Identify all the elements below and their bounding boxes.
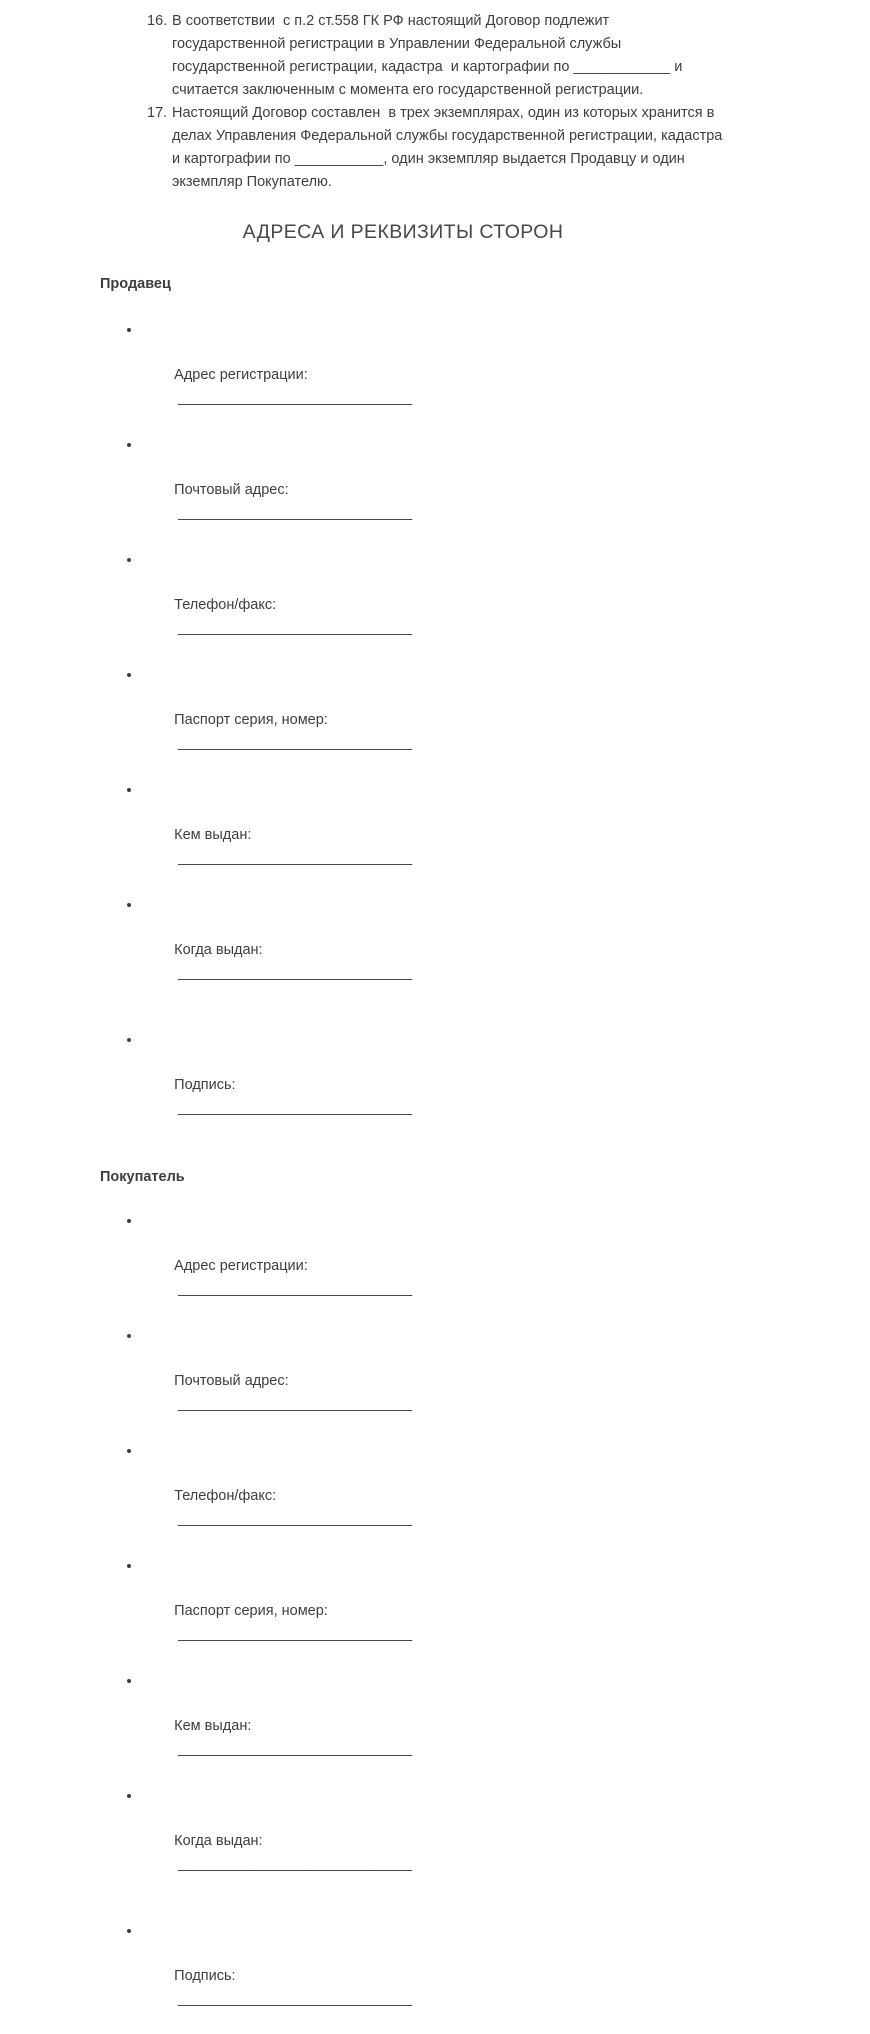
clause-number: 16.: [147, 13, 168, 29]
clause-number: 17.: [147, 105, 168, 121]
field-row-phone-fax: [0, 548, 870, 663]
blank-line: _____________________________: [178, 1626, 413, 1642]
field-label: Почтовый адрес:: [174, 1373, 289, 1389]
clause-line: государственной регистрации в Управлении Федеральной службы: [172, 36, 622, 52]
clause-17: [147, 102, 870, 194]
bullet-icon: [127, 1449, 131, 1453]
section-heading: АДРЕСА И РЕКВИЗИТЫ СТОРОН: [242, 221, 564, 243]
clause-text: [172, 102, 722, 194]
blank-line: _____________________________: [178, 1856, 413, 1872]
buyer-fields: [0, 1209, 870, 2034]
clause-line: считается заключенным с момента его государственной регистрации.: [172, 82, 644, 98]
bullet-icon: [127, 1038, 131, 1042]
bullet-icon: [127, 558, 131, 562]
field-row-signature: [0, 1919, 870, 2034]
blank-line: _____________________________: [178, 505, 413, 521]
field-row-passport: [0, 1554, 870, 1669]
bullet-icon: [127, 443, 131, 447]
bullet-icon: [127, 1564, 131, 1568]
field-row-postal-address: [0, 1324, 870, 1439]
field-label: Паспорт серия, номер:: [174, 712, 328, 728]
blank-line: _____________________________: [178, 620, 413, 636]
blank-line: _____________________________: [178, 390, 413, 406]
buyer-title: Покупатель: [100, 1169, 185, 1185]
clause-text: [172, 10, 682, 102]
field-label: Почтовый адрес:: [174, 482, 289, 498]
clause-line: Настоящий Договор составлен в трех экземплярах, один из которых хранится в: [172, 105, 715, 121]
blank-line: _____________________________: [178, 1741, 413, 1757]
field-row-phone-fax: [0, 1439, 870, 1554]
field-label: Подпись:: [174, 1077, 236, 1093]
blank-line: _____________________________: [178, 965, 413, 981]
field-row-signature: [0, 1028, 870, 1143]
clause-line: и картографии по ___________, один экземпляр выдается Продавцу и один: [172, 151, 685, 167]
blank-line: _____________________________: [178, 1511, 413, 1527]
field-label: Кем выдан:: [174, 1718, 252, 1734]
blank-line: _____________________________: [178, 1100, 413, 1116]
field-label: Когда выдан:: [174, 1833, 263, 1849]
blank-line: _____________________________: [178, 1396, 413, 1412]
bullet-icon: [127, 1929, 131, 1933]
bullet-icon: [127, 788, 131, 792]
bullet-icon: [127, 1794, 131, 1798]
field-row-issued-by: [0, 1669, 870, 1784]
bullet-icon: [127, 1219, 131, 1223]
seller-fields: [0, 318, 870, 1143]
field-row-issued-by: [0, 778, 870, 893]
clause-line: государственной регистрации, кадастра и картографии по ____________ и: [172, 59, 683, 75]
blank-line: _____________________________: [178, 1991, 413, 2007]
bullet-icon: [127, 328, 131, 332]
field-label: Паспорт серия, номер:: [174, 1603, 328, 1619]
field-label: Адрес регистрации:: [174, 367, 308, 383]
bullet-icon: [127, 1334, 131, 1338]
field-row-registration-address: [0, 1209, 870, 1324]
seller-title: Продавец: [100, 276, 171, 292]
bullet-icon: [127, 1679, 131, 1683]
bullet-icon: [127, 673, 131, 677]
blank-line: _____________________________: [178, 1281, 413, 1297]
field-row-postal-address: [0, 433, 870, 548]
field-label: Подпись:: [174, 1968, 236, 1984]
field-row-passport: [0, 663, 870, 778]
bullet-icon: [127, 903, 131, 907]
field-row-issued-when: [0, 893, 870, 1008]
field-label: Когда выдан:: [174, 942, 263, 958]
field-label: Телефон/факс:: [174, 597, 277, 613]
field-label: Телефон/факс:: [174, 1488, 277, 1504]
blank-line: _____________________________: [178, 735, 413, 751]
field-label: Адрес регистрации:: [174, 1258, 308, 1274]
clause-line: делах Управления Федеральной службы государственной регистрации, кадастра: [172, 128, 723, 144]
field-row-issued-when: [0, 1784, 870, 1899]
clause-16: [147, 10, 870, 102]
clause-line: В соответствии с п.2 ст.558 ГК РФ настоящий Договор подлежит: [172, 13, 610, 29]
field-row-registration-address: [0, 318, 870, 433]
clause-line: экземпляр Покупателю.: [172, 174, 332, 190]
blank-line: _____________________________: [178, 850, 413, 866]
field-label: Кем выдан:: [174, 827, 252, 843]
